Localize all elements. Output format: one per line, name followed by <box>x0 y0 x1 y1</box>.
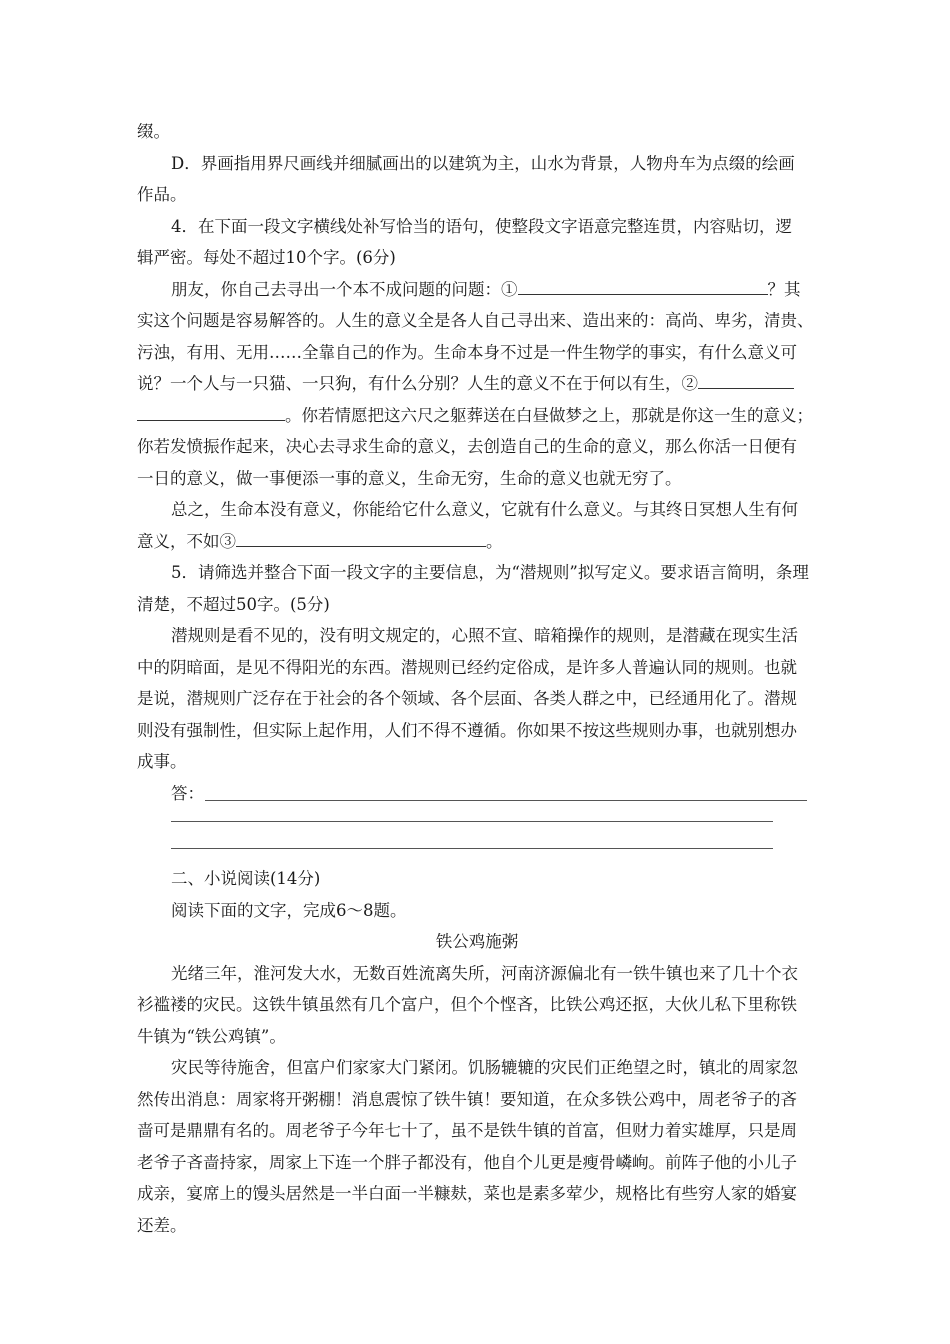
q5-prompt-line-2: 清楚，不超过50字。(5分) <box>137 594 330 614</box>
q5-passage-line-2: 中的阴暗面，是见不得阳光的东西。潜规则已经约定俗成，是许多人普遍认同的规则。也就 <box>137 657 797 677</box>
story-para1-line-3: 牛镇为“铁公鸡镇”。 <box>137 1026 286 1046</box>
q4-text: 。你若情愿把这六尺之躯葬送在白昼做梦之上，那就是你这一生的意义； <box>285 405 813 425</box>
story-title: 铁公鸡施粥 <box>435 932 519 951</box>
q3-option-d-line-1: D．界画指用界尺画线并细腻画出的以建筑为主，山水为背景，人物舟车为点缀的绘画 <box>171 153 795 173</box>
q4-passage-line-1 <box>137 274 817 306</box>
answer-rule-2[interactable] <box>171 821 773 822</box>
q3-option-d-line-2: 作品。 <box>137 185 187 204</box>
q4-summary-line-2 <box>137 526 817 558</box>
story-para2-line-4: 老爷子吝啬持家，周家上下连一个胖子都没有，他自个儿更是瘦骨嶙峋。前阵子他的小儿子 <box>137 1152 797 1172</box>
answer-line-3 <box>137 836 817 863</box>
q4-passage-line-6: 你若发愤振作起来，决心去寻求生命的意义，去创造自己的生命的意义，那么你活一日便有 <box>137 437 797 456</box>
story-para1-line-1: 光绪三年，淮河发大水，无数百姓流离失所，河南济源偏北有一铁牛镇也来了几十个衣 <box>171 963 798 983</box>
q5-passage-line-3: 是说，潜规则广泛存在于社会的各个领域、各个层面、各类人群之中，已经通用化了。潜规 <box>137 689 797 708</box>
story-para2-line-6: 还差。 <box>137 1215 187 1235</box>
q5-passage-line-1: 潜规则是看不见的，没有明文规定的，心照不宣、暗箱操作的规则，是潜藏在现实生活 <box>171 626 798 645</box>
answer-blank-2b[interactable] <box>137 404 285 421</box>
q5-prompt-line-1: 5．请筛选并整合下面一段文字的主要信息，为“潜规则”拟写定义。要求语言简明，条理 <box>171 563 809 582</box>
q4-passage-line-4 <box>137 368 817 400</box>
q4-text: 说？一个人与一只猫、一只狗，有什么分别？人生的意义不在于何以有生，② <box>137 374 698 393</box>
answer-label: 答： <box>171 783 204 803</box>
answer-line-2 <box>137 809 817 836</box>
section-instruction: 阅读下面的文字，完成6～8题。 <box>171 900 407 920</box>
q4-text: 朋友，你自己去寻出一个本不成问题的问题：① <box>171 279 518 299</box>
document-page <box>137 116 817 1241</box>
answer-blank-2a[interactable] <box>698 372 794 389</box>
q4-prompt-line-2: 辑严密。每处不超过10个字。(6分) <box>137 248 396 267</box>
q5-passage-line-5: 成事。 <box>137 752 187 771</box>
q5-passage-line-4: 则没有强制性，但实际上起作用，人们不得不遵循。你如果不按这些规则办事，也就别想办 <box>137 720 797 740</box>
q4-passage-line-3: 污浊，有用、无用……全靠自己的作为。生命本身不过是一件生物学的事实，有什么意义可 <box>137 342 797 362</box>
q4-passage-line-2: 实这个问题是容易解答的。人生的意义全是各人自己寻出来、造出来的：高尚、卑劣，清贵、 <box>137 311 814 330</box>
q4-text: ？其 <box>767 279 801 299</box>
answer-rule-1[interactable] <box>205 800 807 801</box>
q4-passage-line-7: 一日的意义，做一事便添一事的意义，生命无穷，生命的意义也就无穷了。 <box>137 468 682 488</box>
story-para2-line-5: 成亲，宴席上的馒头居然是一半白面一半糠麸，菜也是素多荤少，规格比有些穷人家的婚宴 <box>137 1184 797 1203</box>
q4-text: 。 <box>486 531 503 551</box>
q4-prompt-line-1: 4．在下面一段文字横线处补写恰当的语句，使整段文字语意完整连贯，内容贴切，逻 <box>171 216 792 236</box>
section-heading: 二、小说阅读(14分) <box>171 869 321 888</box>
story-para2-line-2: 然传出消息：周家将开粥棚！消息震惊了铁牛镇！要知道，在众多铁公鸡中，周老爷子的吝 <box>137 1089 797 1109</box>
story-para2-line-1: 灾民等待施舍，但富户们家家大门紧闭。饥肠辘辘的灾民们正绝望之时，镇北的周家忽 <box>171 1058 798 1077</box>
answer-blank-3[interactable] <box>236 530 486 547</box>
story-para1-line-2: 衫褴褛的灾民。这铁牛镇虽然有几个富户，但个个悭吝，比铁公鸡还抠，大伙儿私下里称铁 <box>137 995 797 1014</box>
q3-tail: 缀。 <box>137 122 170 141</box>
q4-text: 意义，不如③ <box>137 531 236 551</box>
q4-summary-line-1: 总之，生命本没有意义，你能给它什么意义，它就有什么意义。与其终日冥想人生有何 <box>171 500 798 519</box>
story-para2-line-3: 啬可是鼎鼎有名的。周老爷子今年七十了，虽不是铁牛镇的首富，但财力着实雄厚，只是周 <box>137 1121 797 1140</box>
q4-passage-line-5 <box>137 400 817 432</box>
q5-answer-line <box>137 778 817 810</box>
answer-rule-3[interactable] <box>171 848 773 849</box>
answer-blank-1[interactable] <box>518 278 768 295</box>
